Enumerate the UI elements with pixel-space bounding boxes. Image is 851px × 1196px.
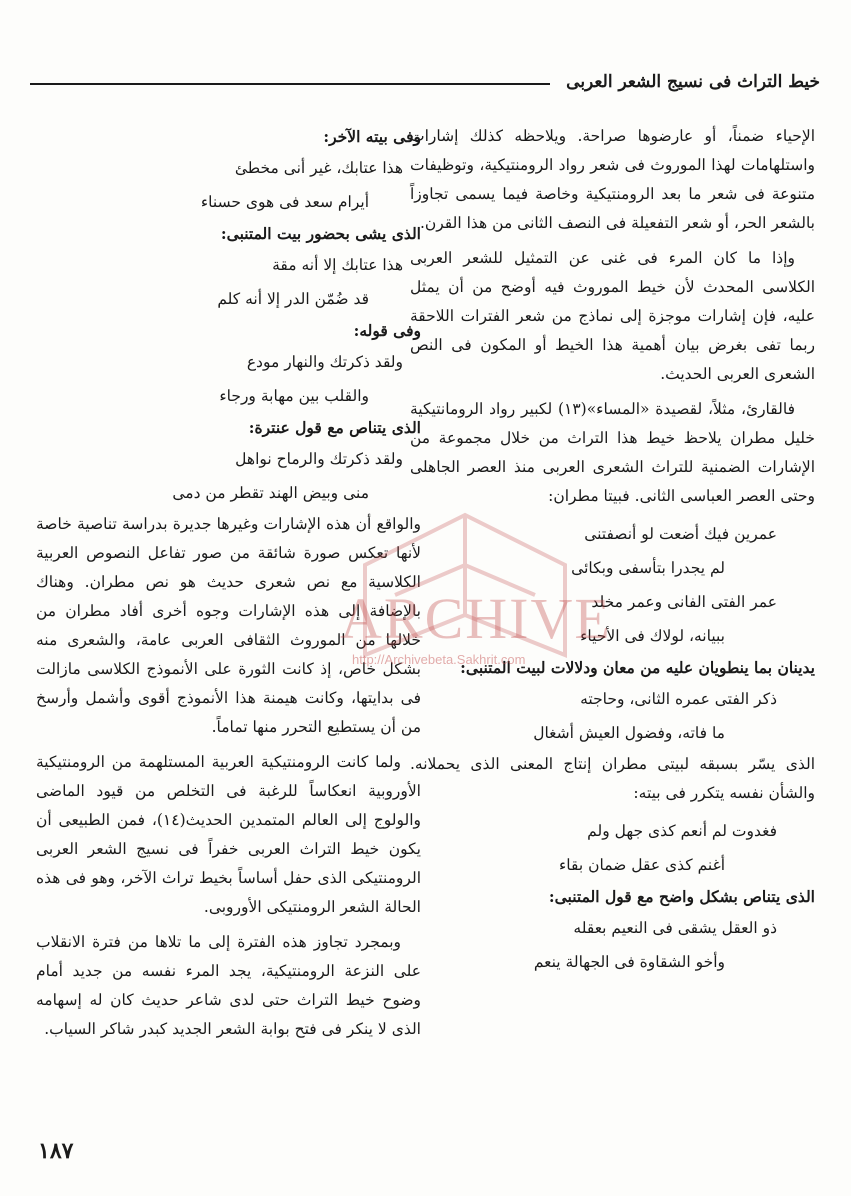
paragraph: وإذا ما كان المرء فى غنى عن التمثيل للشعر العربى الكلاسى المحدث لأن خيط الموروث فيه أوضح من أن يمثل عليه، فإن إشارات موجزة إلى نماذج من شعر الفترات اللاحقة ربما تفى بغرض بيان أهمية هذا الخيط أو المكون فى النص الشعرى العربى الحديث.	[410, 249, 815, 383]
verse-line: أيرام سعد فى هوى حسناء	[200, 193, 369, 211]
verse-intro: الذى يتناص مع قول عنترة:	[248, 418, 421, 437]
page-number: ١٨٧	[38, 1138, 74, 1164]
header-rule	[30, 83, 550, 85]
running-header	[30, 72, 820, 102]
verse-line: ذكر الفتى عمره الثانى، وحاجته	[580, 690, 777, 708]
paragraph: الذى يسّر بسبقه لبيتى مطران إنتاج المعنى الذى يحملانه. والشأن نفسه يتكرر فى بيته:	[410, 755, 815, 802]
verse-intro: الذى يشى بحضور بيت المتنبى:	[220, 224, 421, 243]
watermark-text: ARCHIVE	[340, 586, 612, 651]
verse-line: ولقد ذكرتك والنهار مودع	[246, 353, 403, 371]
watermark-url: http://Archivebeta.Sakhrit.com	[352, 652, 526, 667]
right-column	[410, 122, 815, 979]
verse-line: والقلب بين مهابة ورجاء	[219, 387, 369, 405]
verse-line: قد ضُمّن الدر إلا أنه كلم	[217, 290, 369, 308]
verse-intro: الذى يتناص بشكل واضح مع قول المتنبى:	[548, 887, 815, 906]
verse-line: ذو العقل يشقى فى النعيم بعقله	[573, 919, 777, 937]
verse-line: عمر الفتى الفانى وعمر مخلد	[591, 593, 777, 611]
verse-line: وأخو الشقاوة فى الجهالة ينعم	[533, 953, 725, 971]
paragraph: الإحياء ضمناً، أو عارضوها صراحة. ويلاحظه كذلك إشارات واستلهامات لهذا الموروث فى شعر رواد الرومنتيكية، وتوظيفات متنوعة فى شعر ما بعد الرومنتيكية وخاصة فيما يسمى تجاوزاً بالشعر الحر، أو شعر التفعيلة فى النصف الثانى من هذا القرن.	[410, 127, 815, 232]
verse-intro: وفى بيته الآخر:	[323, 127, 421, 146]
header-title: خيط التراث فى نسيج الشعر العربى	[566, 72, 820, 92]
verse-line: ما فاته، وفضول العيش أشغال	[533, 724, 725, 742]
verse-intro: يدينان بما ينطويان عليه من معان ودلالات لبيت المتنبى:	[460, 658, 815, 677]
verse-line: منى وبيض الهند تقطر من دمى	[172, 484, 369, 502]
verse-line: هذا عتابك إلا أنه مقة	[272, 256, 403, 274]
verse-line: أغنم كذى عقل ضمان بقاء	[559, 856, 725, 874]
paragraph: ولما كانت الرومنتيكية العربية المستلهمة من الرومنتيكية الأوروبية انعكاساً للرغبة فى التخلص من قيود الماضى والولوج إلى العالم المتمدين الحديث(١٤)، فمن الطبيعى أن يكون خيط التراث العربى خفراً فى نسيج الشعر العربى الرومنتيكى الذى حفل أساساً بخيط تراث الآخر، وهو فى هذه الحالة الشعر الرومنتيكى الأوروبى.	[36, 753, 421, 916]
verse-line: ولقد ذكرتك والرماح نواهل	[235, 450, 403, 468]
verse-line: فغدوت لم أنعم كذى جهل ولم	[587, 822, 777, 840]
paragraph: والواقع أن هذه الإشارات وغيرها جديرة بدراسة تناصية خاصة لأنها تعكس صورة شائقة من صور تفاعل النصوص العربية الكلاسية مع نص شعرى حديث هو نص مطران. وهناك بالإضافة إلى هذه الإشارات وجوه أخرى أفاد مطران من خلالها من الموروث الثقافى العربى عامة، والشعرى منه بشكل خاص، إذ كانت الثورة على الأنموذج الكلاسى مازالت فى بدايتها، وكانت هيمنة هذا الأنموذج أقوى وأشمل وأرسخ من أن يستطيع التحرر منها تماماً.	[36, 515, 421, 736]
paragraph: وبمجرد تجاوز هذه الفترة إلى ما تلاها من فترة الانقلاب على النزعة الرومنتيكية، يجد المرء نفسه من جديد أمام وضوح خيط التراث حتى لدى شاعر حديث كان له إسهامه الذى لا ينكر فى فتح بوابة الشعر الجديد كبدر شاكر السياب.	[36, 933, 421, 1038]
paragraph: فالقارئ، مثلاً، لقصيدة «المساء»(١٣) لكبير رواد الرومانتيكية خليل مطران يلاحظ خيط هذا التراث من خلال مجموعة من الإشارات الضمنية للتراث الشعرى العربى منذ العصر الجاهلى وحتى العصر العباسى الثانى. فبيتا مطران:	[410, 400, 815, 505]
verse-line: ببيانه، لولاك فى الأحياء	[580, 627, 725, 645]
verse-line: عمرين فيك أضعت لو أنصفتنى	[584, 525, 777, 543]
verse-intro: وفى قوله:	[353, 321, 421, 340]
verse-line: هذا عتابك، غير أنى مخطئ	[234, 159, 403, 177]
verse-line: لم يجدرا بتأسفى وبكائى	[571, 559, 725, 577]
